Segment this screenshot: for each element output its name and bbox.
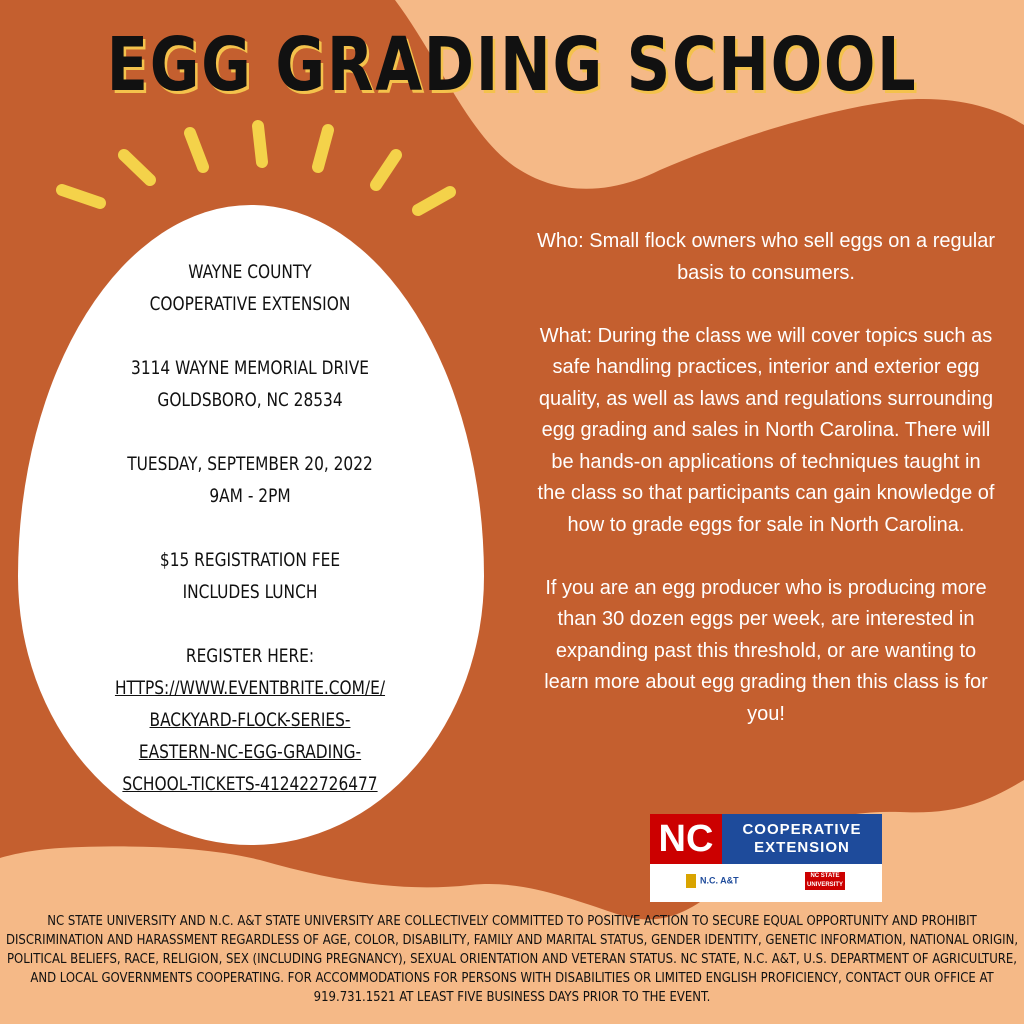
registration-link[interactable]: HTTPS://WWW.EVENTBRITE.COM/E/ xyxy=(114,677,386,699)
org-line: COOPERATIVE EXTENSION xyxy=(149,293,351,315)
registration-link[interactable]: BACKYARD-FLOCK-SERIES- xyxy=(149,709,351,731)
event-description xyxy=(535,226,997,762)
aandt-logo xyxy=(686,874,739,888)
event-date: TUESDAY, SEPTEMBER 20, 2022 xyxy=(127,453,373,475)
ray-icon xyxy=(62,190,100,203)
nc-cooperative-extension-logo xyxy=(650,814,882,902)
lunch-note: INCLUDES LUNCH xyxy=(182,581,318,603)
logo-coop-text xyxy=(722,814,882,864)
registration-link[interactable]: EASTERN-NC-EGG-GRADING- xyxy=(138,741,362,763)
registration-link[interactable]: SCHOOL-TICKETS-412422726477 xyxy=(122,773,378,795)
page-title: EGG GRADING SCHOOL xyxy=(106,22,918,108)
org-line: WAYNE COUNTY xyxy=(188,261,312,283)
ray-icon xyxy=(258,126,262,162)
logo-nc: NC xyxy=(650,814,722,864)
ray-icon xyxy=(418,192,450,210)
address-line: GOLDSBORO, NC 28534 xyxy=(157,389,343,411)
aandt-text: N.C. A&T xyxy=(700,875,739,886)
register-label: REGISTER HERE: xyxy=(185,645,315,667)
ray-icon xyxy=(124,155,150,180)
cta-paragraph: If you are an egg producer who is producing more than 30 dozen eggs per week, are interested in expanding past this threshold, or are wanting to learn more about egg grading then this class is for you! xyxy=(544,576,988,725)
event-details xyxy=(61,256,439,800)
ray-icon xyxy=(376,155,396,185)
event-time: 9AM - 2PM xyxy=(209,485,291,507)
ncstate-logo xyxy=(805,872,845,890)
who-paragraph: Who: Small flock owners who sell eggs on a regular basis to consumers. xyxy=(537,230,995,284)
registration-fee: $15 REGISTRATION FEE xyxy=(159,549,341,571)
what-paragraph: What: During the class we will cover topics such as safe handling practices, interior and exterior egg quality, as well as laws and regulations surrounding egg grading and sales in North Carolina. There will be hands-on applications of techniques taught in the class so that participants can gain knowledge of how to grade eggs for sale in North Carolina. xyxy=(537,324,995,536)
ncstate-line: NC STATE xyxy=(810,873,840,879)
aandt-icon xyxy=(686,874,696,888)
address-line: 3114 WAYNE MEMORIAL DRIVE xyxy=(131,357,369,379)
logo-line: EXTENSION xyxy=(754,839,850,856)
nondiscrimination-statement: NC STATE UNIVERSITY AND N.C. A&T STATE UNIVERSITY ARE COLLECTIVELY COMMITTED TO POSITIVE ACTION TO SECURE EQUAL OPPORTUNITY AND PROHIBIT DISCRIMINATION AND HARASSMENT REGARDLESS OF AGE, COLOR, DISABILITY, FAMILY AND MARITAL STATUS, GENDER IDENTITY, GENETIC INFORMATION, NATIONAL ORIGIN, POLITICAL BELIEFS, RACE, RELIGION, SEX (INCLUDING PREGNANCY), SEXUAL ORIENTATION AND VETERAN STATUS. NC STATE, N.C. A&T, U.S. DEPARTMENT OF AGRICULTURE, AND LOCAL GOVERNMENTS COOPERATING. FOR ACCOMMODATIONS FOR PERSONS WITH DISABILITIES OR LIMITED ENGLISH PROFICIENCY, CONTACT OUR OFFICE AT 919.731.1521 AT LEAST FIVE BUSINESS DAYS PRIOR TO THE EVENT. xyxy=(5,914,1019,1005)
ncstate-line: UNIVERSITY xyxy=(806,882,843,888)
ray-icon xyxy=(190,133,203,167)
ray-icon xyxy=(318,130,328,167)
logo-line: COOPERATIVE xyxy=(742,821,862,838)
